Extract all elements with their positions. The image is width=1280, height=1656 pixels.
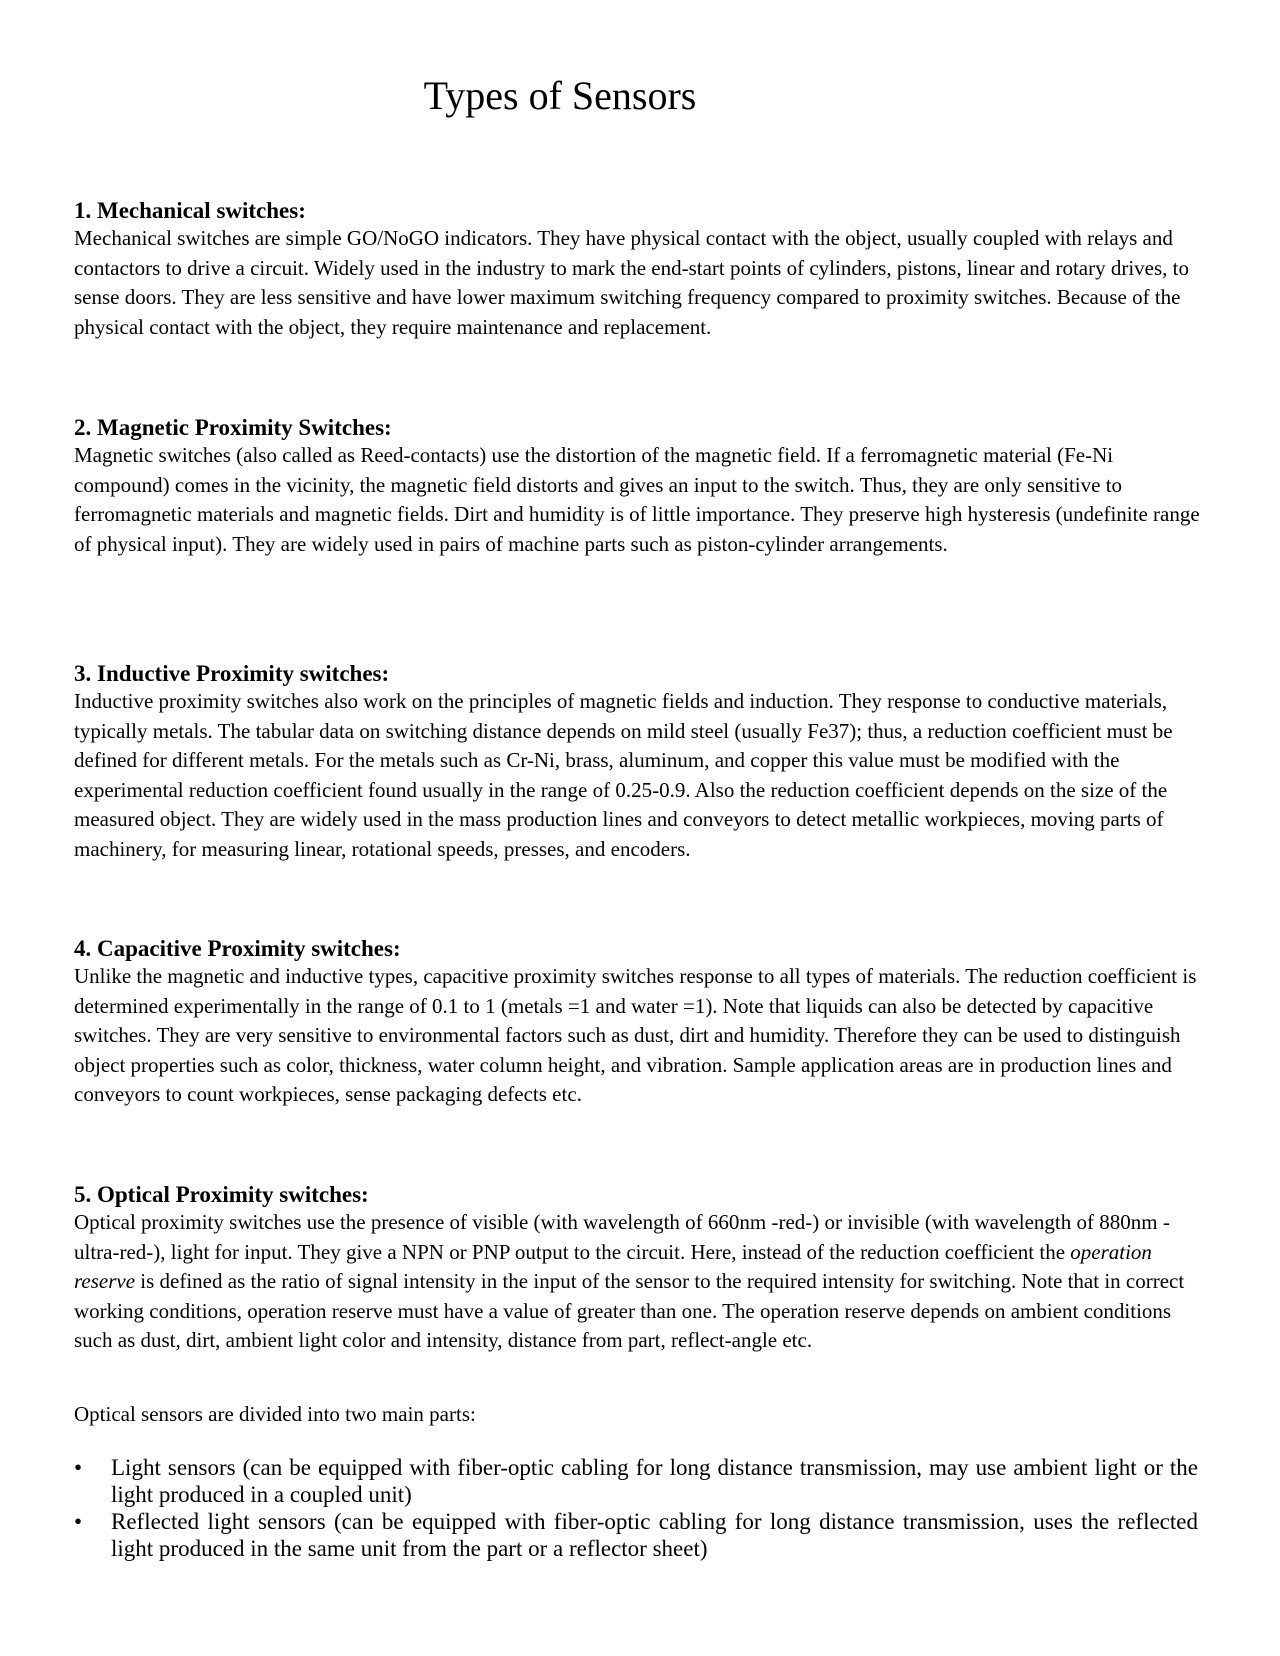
section-body: [74, 1208, 1204, 1356]
emphasis-text: operation reserve: [74, 1239, 1152, 1294]
optical-sensors-intro: Optical sensors are divided into two main parts:: [74, 1402, 476, 1426]
list-item-text: Light sensors (can be equipped with fiber-optic cabling for long distance transmission, may use ambient light or the light produced in a coupled unit): [111, 1455, 1198, 1507]
section-heading: 3. Inductive Proximity switches:: [74, 661, 390, 686]
list-item: [74, 1454, 1198, 1508]
section-heading: 2. Magnetic Proximity Switches:: [74, 415, 392, 440]
section-body: Magnetic switches (also called as Reed-contacts) use the distortion of the magnetic field. If a ferromagnetic material (Fe-Ni compound) comes in the vicinity, the magnetic field distorts and gives an input to the switch. Thus, they are only sensitive to ferromagnetic materials and magnetic fields. Dirt and humidity is of little importance. They preserve high hysteresis (undefinite range of physical input). They are widely used in pairs of machine parts such as piston-cylinder arrangements.: [74, 443, 1200, 556]
bullet-icon: •: [74, 1455, 83, 1480]
section-heading: 4. Capacitive Proximity switches:: [74, 936, 401, 961]
page-title: Types of Sensors: [423, 73, 697, 118]
list-item: [74, 1508, 1198, 1562]
section-magnetic-proximity-switches: [74, 415, 1204, 559]
optical-sensor-types-list: [74, 1454, 1198, 1562]
section-body: Inductive proximity switches also work on the principles of magnetic fields and induction. They response to conductive materials, typically metals. The tabular data on switching distance depends on mild steel (usually Fe37); thus, a reduction coefficient must be defined for different metals. For the metals such as Cr-Ni, brass, aluminum, and copper this value must be modified with the experimental reduction coefficient found usually in the range of 0.25-0.9. Also the reduction coefficient depends on the size of the measured object. They are widely used in the mass production lines and conveyors to detect metallic workpieces, moving parts of machinery, for measuring linear, rotational speeds, presses, and encoders.: [74, 689, 1173, 861]
section-mechanical-switches: [74, 198, 1204, 342]
body-text: is defined as the ratio of signal intensity in the input of the sensor to the required intensity for switching. Note that in correct working conditions, operation reserve must have a value of greater than one. The operation reserve depends on ambient conditions such as dust, dirt, ambient light color and intensity, distance from part, reflect-angle etc.: [74, 1269, 1185, 1353]
section-body: Mechanical switches are simple GO/NoGO indicators. They have physical contact with the object, usually coupled with relays and contactors to drive a circuit. Widely used in the industry to mark the end-start points of cylinders, pistons, linear and rotary drives, to sense doors. They are less sensitive and have lower maximum switching frequency compared to proximity switches. Because of the physical contact with the object, they require maintenance and replacement.: [74, 226, 1189, 339]
body-text: Optical proximity switches use the presence of visible (with wavelength of 660nm -red-) or invisible (with wavelength of 880nm -ultra-red-), light for input. They give a NPN or PNP output to the circuit. Here, instead of the reduction coefficient the: [74, 1210, 1170, 1264]
section-body: Unlike the magnetic and inductive types, capacitive proximity switches response to all types of materials. The reduction coefficient is determined experimentally in the range of 0.1 to 1 (metals =1 and water =1). Note that liquids can also be detected by capacitive switches. They are very sensitive to environmental factors such as dust, dirt and humidity. Therefore they can be used to distinguish object properties such as color, thickness, water column height, and vibration. Sample application areas are in production lines and conveyors to count workpieces, sense packaging defects etc.: [74, 964, 1197, 1107]
section-heading: 5. Optical Proximity switches:: [74, 1182, 369, 1207]
section-inductive-proximity-switches: [74, 661, 1204, 865]
bullet-icon: •: [74, 1509, 83, 1534]
section-optical-proximity-switches: [74, 1182, 1204, 1356]
list-item-text: Reflected light sensors (can be equipped with fiber-optic cabling for long distance transmission, uses the reflected light produced in the same unit from the part or a reflector sheet): [111, 1509, 1198, 1561]
section-heading: 1. Mechanical switches:: [74, 198, 306, 223]
section-capacitive-proximity-switches: [74, 936, 1204, 1110]
